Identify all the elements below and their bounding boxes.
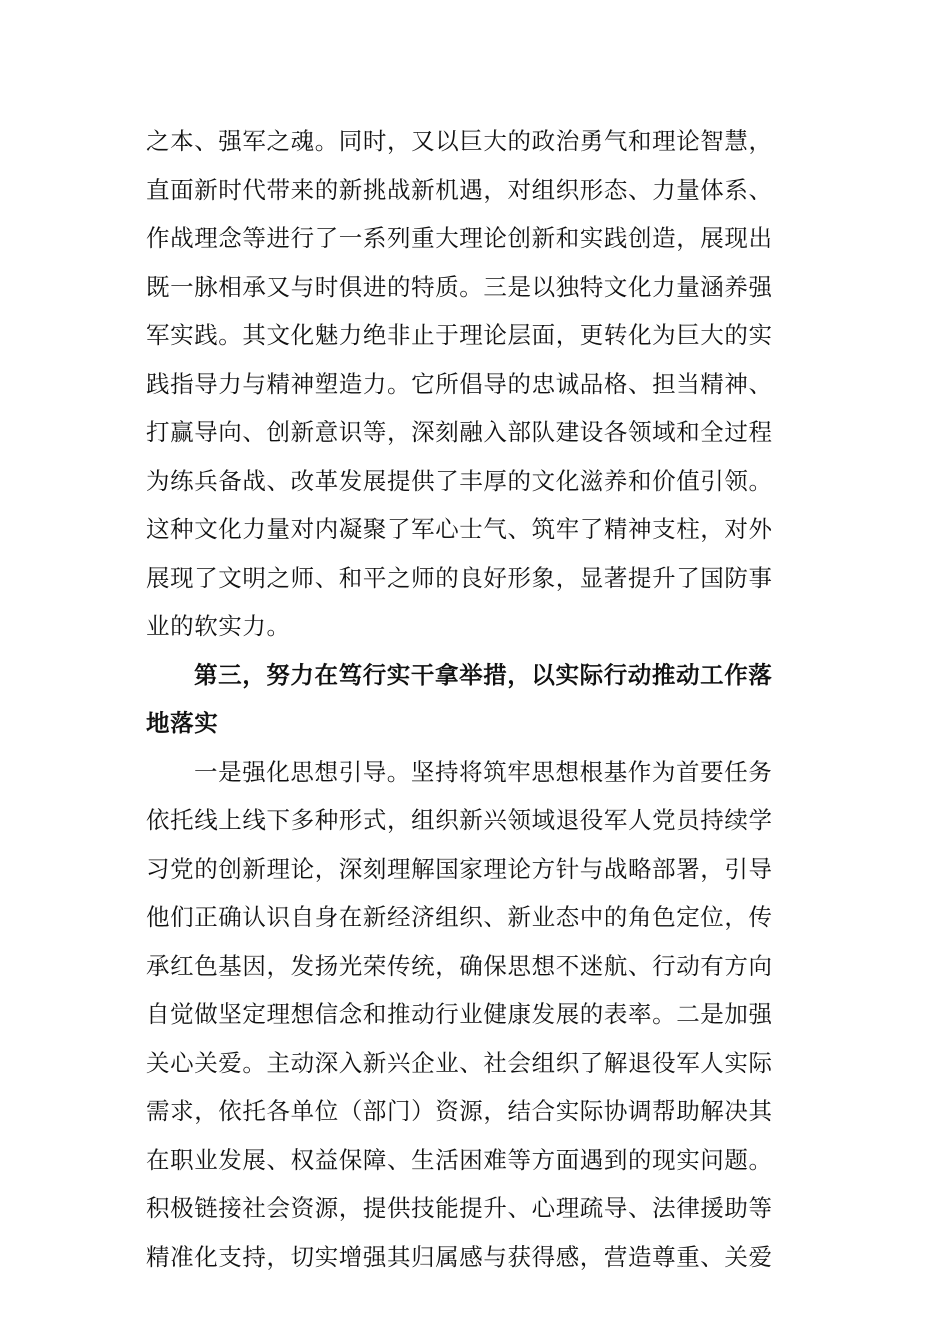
text-line: 精准化支持，切实增强其归属感与获得感，营造尊重、关爱 xyxy=(146,1242,773,1271)
text-line: 打赢导向、创新意识等，深刻融入部队建设各领域和全过程 xyxy=(146,418,773,446)
text-line: 展现了文明之师、和平之师的良好形象，显著提升了国防事 xyxy=(146,563,773,592)
text-line: 积极链接社会资源，提供技能提升、心理疏导、法律援助等 xyxy=(146,1194,773,1222)
text-line: 承红色基因，发扬光荣传统，确保思想不迷航、行动有方向 xyxy=(146,951,773,980)
text-line: 践指导力与精神塑造力。它所倡导的忠诚品格、担当精神、 xyxy=(146,369,773,398)
text-line: 习党的创新理论，深刻理解国家理论方针与战略部署，引导 xyxy=(146,854,773,883)
section-heading: 第三，努力在笃行实干拿举措，以实际行动推动工作落 xyxy=(194,660,773,689)
text-line: 军实践。其文化魅力绝非止于理论层面，更转化为巨大的实 xyxy=(146,321,773,349)
text-line: 自觉做坚定理想信念和推动行业健康发展的表率。二是加强 xyxy=(146,1000,773,1028)
text-line: 在职业发展、权益保障、生活困难等方面遇到的现实问题。 xyxy=(146,1145,773,1174)
text-line: 这种文化力量对内凝聚了军心士气、筑牢了精神支柱，对外 xyxy=(146,515,773,543)
text-line: 既一脉相承又与时俱进的特质。三是以独特文化力量涵养强 xyxy=(146,272,773,301)
body-text xyxy=(146,117,811,1281)
text-line: 为练兵备战、改革发展提供了丰厚的文化滋养和价值引领。 xyxy=(146,466,773,495)
text-line: 依托线上线下多种形式，组织新兴领域退役军人党员持续学 xyxy=(146,806,773,834)
text-line: 业的软实力。 xyxy=(146,612,291,640)
paragraph-start: 一是强化思想引导。坚持将筑牢思想根基作为首要任务 xyxy=(194,757,773,786)
text-line: 直面新时代带来的新挑战新机遇，对组织形态、力量体系、 xyxy=(146,175,773,204)
text-line: 之本、强军之魂。同时，又以巨大的政治勇气和理论智慧， xyxy=(146,127,773,155)
text-line: 需求，依托各单位（部门）资源，结合实际协调帮助解决其 xyxy=(146,1097,773,1125)
section-heading-continued: 地落实 xyxy=(146,709,219,737)
text-line: 关心关爱。主动深入新兴企业、社会组织了解退役军人实际 xyxy=(146,1048,773,1077)
text-line: 他们正确认识自身在新经济组织、新业态中的角色定位，传 xyxy=(146,903,773,931)
text-line: 作战理念等进行了一系列重大理论创新和实践创造，展现出 xyxy=(146,224,773,252)
